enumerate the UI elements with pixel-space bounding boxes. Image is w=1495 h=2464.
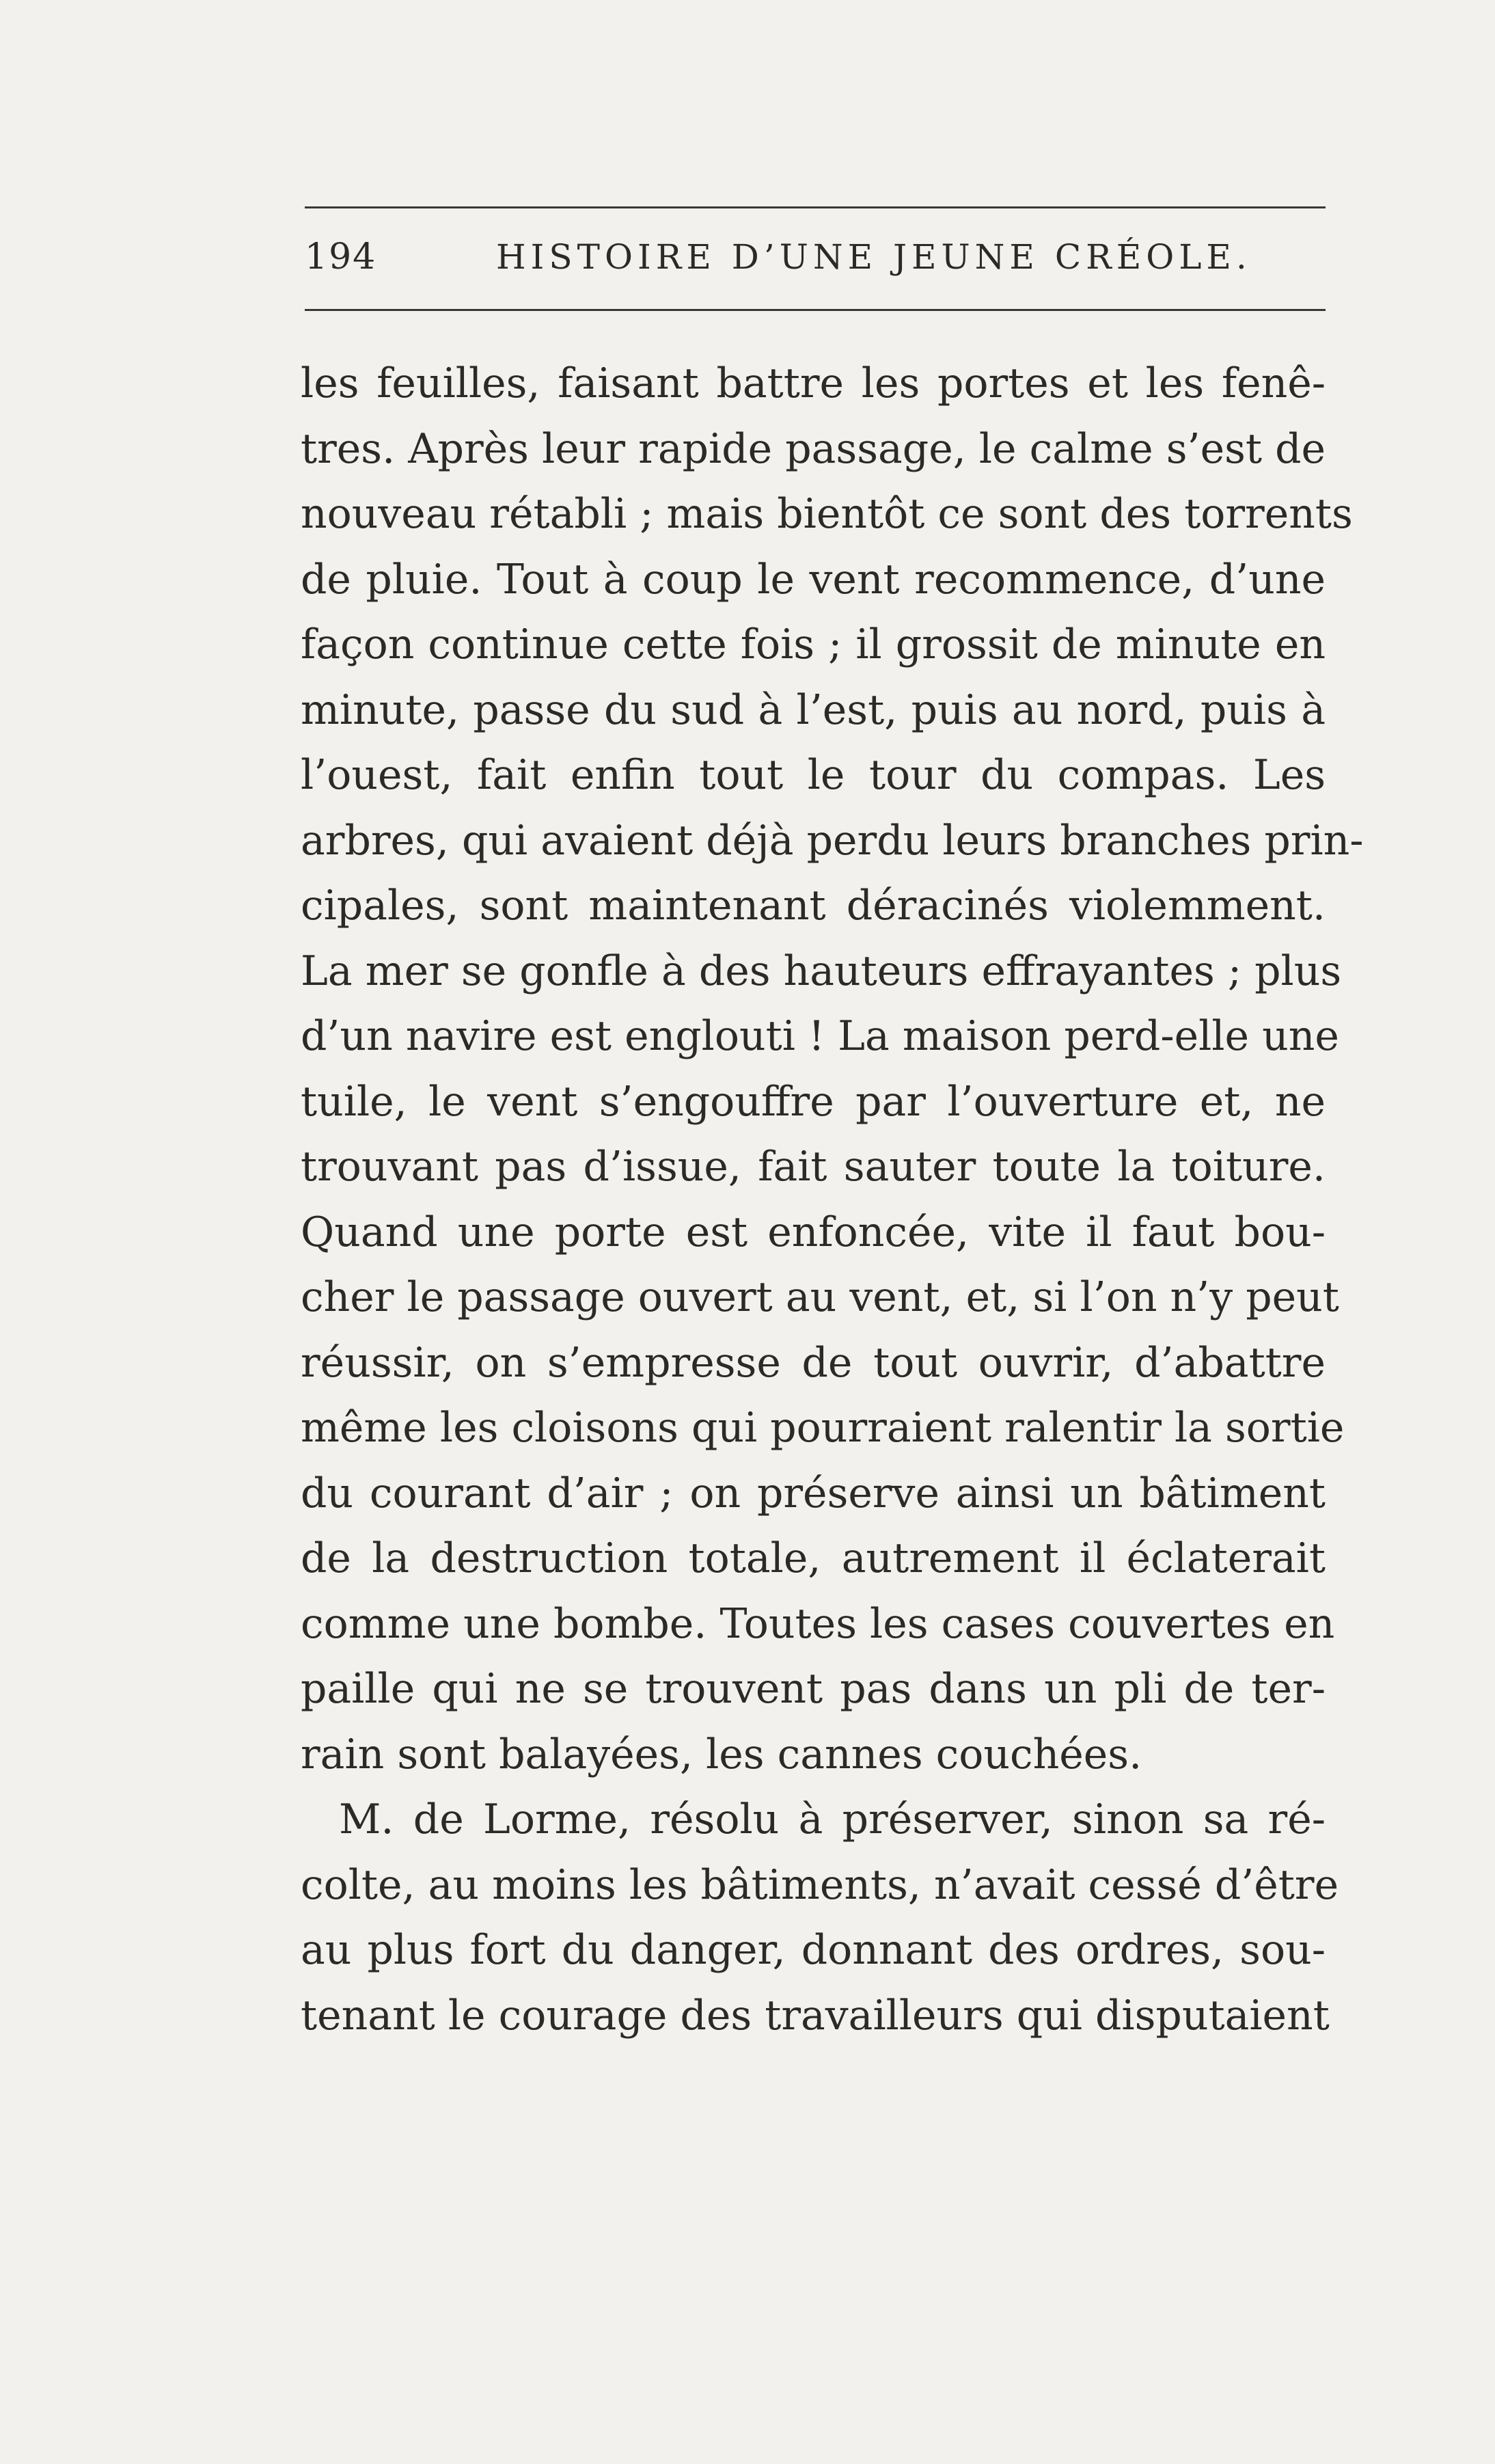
text-line: trouvant pas d’issue, fait sauter toute la toiture.	[301, 1143, 1326, 1191]
text-line: les feuilles, faisant battre les portes et les fenê-	[301, 360, 1326, 407]
body-text	[301, 351, 1364, 2048]
text-line: nouveau rétabli ; mais bientôt ce sont des torrents	[301, 490, 1353, 538]
text-line: de la destruction totale, autrement il éclaterait	[301, 1534, 1326, 1582]
page-number: 194	[305, 236, 377, 277]
paragraph-start-line: M. de Lorme, résolu à préserver, sinon sa ré-	[339, 1796, 1326, 1843]
text-line: cipales, sont maintenant déracinés violemment.	[301, 882, 1326, 930]
text-line: tres. Après leur rapide passage, le calme s’est de	[301, 424, 1326, 473]
text-line: rain sont balayées, les cannes couchées.	[301, 1730, 1142, 1778]
text-line: paille qui ne se trouvent pas dans un pli de ter-	[301, 1665, 1326, 1713]
text-line: au plus fort du danger, donnant des ordres, sou-	[301, 1926, 1326, 1974]
text-line: de pluie. Tout à coup le vent recommence, d’une	[301, 555, 1326, 604]
text-line: tenant le courage des travailleurs qui disputaient	[301, 1991, 1330, 2040]
text-line: d’un navire est englouti ! La maison perd-elle une	[301, 1012, 1339, 1060]
text-line: arbres, qui avaient déjà perdu leurs branches prin-	[301, 816, 1364, 865]
running-head	[305, 230, 1326, 284]
text-line: l’ouest, fait enfin tout le tour du compas. Les	[301, 751, 1326, 799]
text-line: colte, au moins les bâtiments, n’avait cessé d’être	[301, 1860, 1339, 1909]
text-line: La mer se gonfle à des hauteurs effrayantes ; plus	[301, 947, 1342, 995]
text-line: comme une bombe. Toutes les cases couvertes en	[301, 1599, 1335, 1648]
text-line: réussir, on s’empresse de tout ouvrir, d’abattre	[301, 1338, 1326, 1387]
text-line: minute, passe du sud à l’est, puis au nord, puis à	[301, 686, 1326, 734]
text-line: même les cloisons qui pourraient ralentir la sortie	[301, 1404, 1345, 1452]
text-line: Quand une porte est enfoncée, vite il faut bou-	[301, 1208, 1326, 1256]
header-top-rule	[305, 206, 1326, 208]
running-title: HISTOIRE D’UNE JEUNE CRÉOLE.	[496, 237, 1252, 277]
header-bottom-rule	[305, 309, 1326, 311]
text-line: cher le passage ouvert au vent, et, si l’on n’y peut	[301, 1273, 1339, 1321]
text-line: tuile, le vent s’engouffre par l’ouverture et, ne	[301, 1077, 1326, 1126]
text-line: du courant d’air ; on préserve ainsi un bâtiment	[301, 1469, 1326, 1517]
text-line: façon continue cette fois ; il grossit de minute en	[301, 621, 1326, 668]
